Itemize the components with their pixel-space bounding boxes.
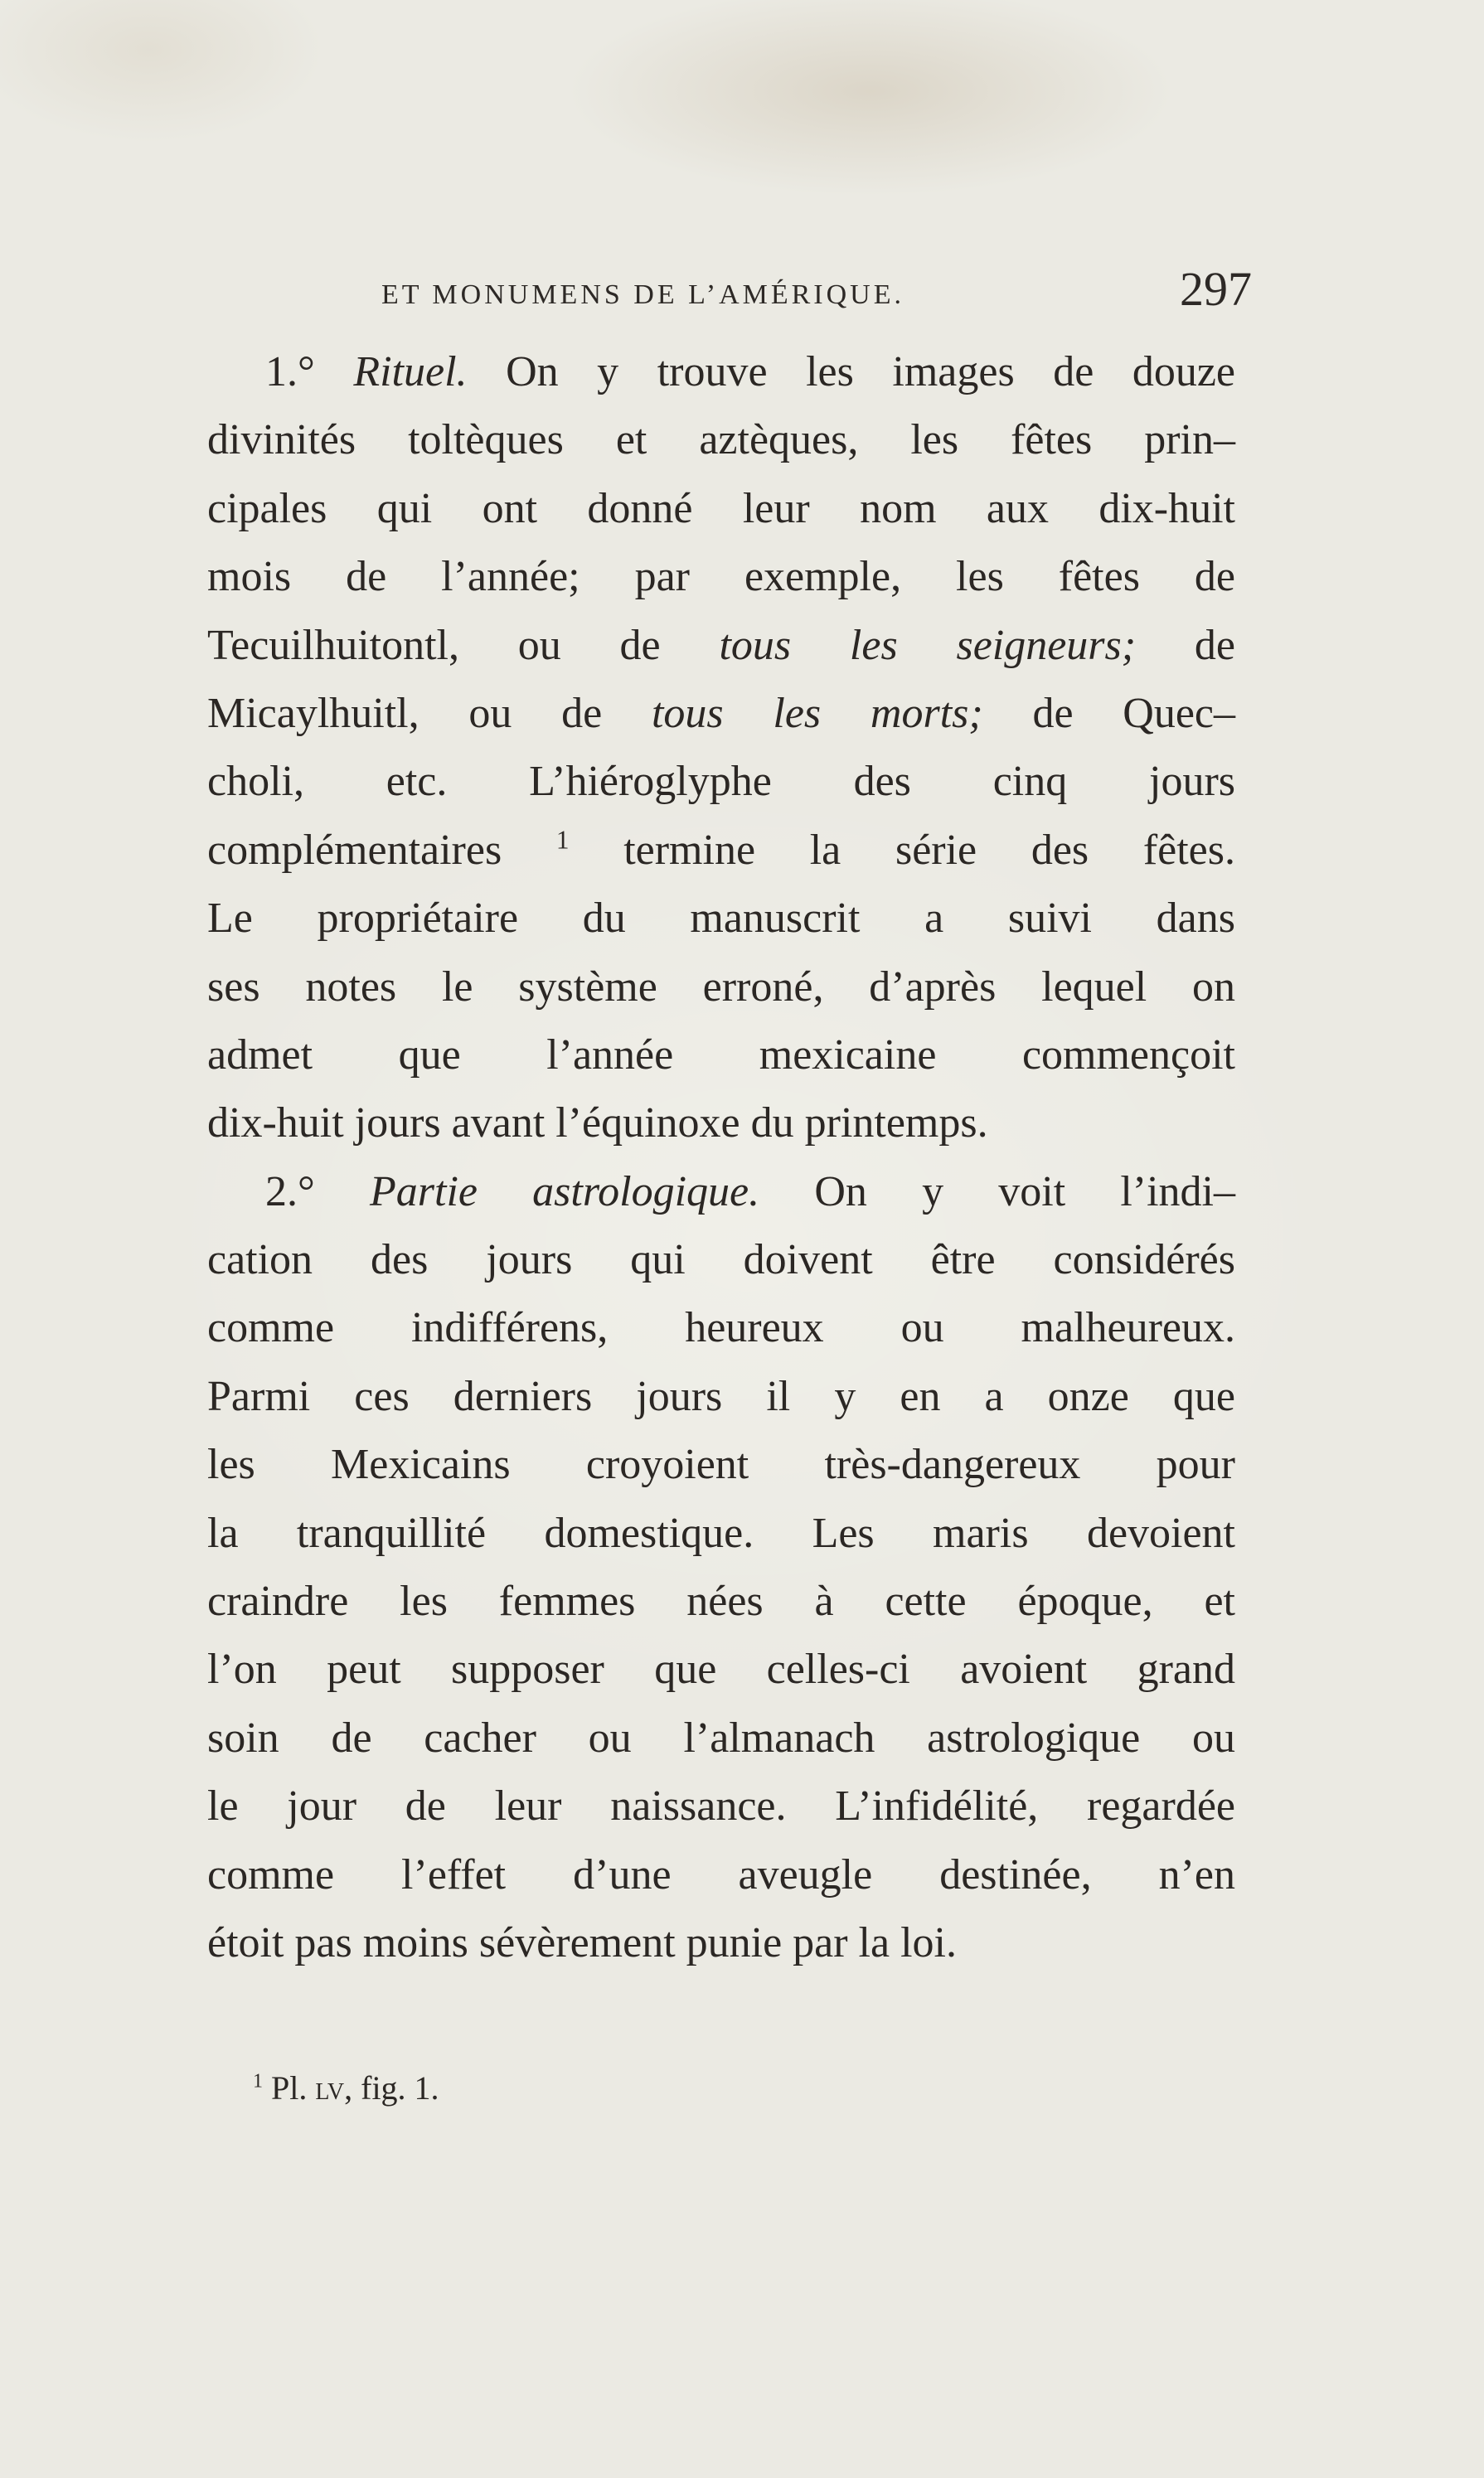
footnote-reference: 1	[555, 825, 570, 855]
text-line: mois de l’année; par exemple, les fêtes de	[207, 553, 1235, 601]
footnote-prefix: Pl.	[271, 2069, 316, 2107]
text-line: cipales qui ont donné leur nom aux dix-huit	[207, 484, 1235, 532]
text-line: divinités toltèques et aztèques, les fêtes prin–	[207, 416, 1235, 464]
line-text: On y trouve les images de douze	[467, 348, 1235, 395]
page-number: 297	[1180, 262, 1252, 316]
text-line: cation des jours qui doivent être considérés	[207, 1236, 1235, 1284]
text-line: comme l’effet d’une aveugle destinée, n’en	[207, 1850, 1235, 1899]
text-line: admet que l’année mexicaine commençoit	[207, 1030, 1235, 1079]
text-line: le jour de leur naissance. L’infidélité, regardée	[207, 1782, 1235, 1831]
text-line: dix-huit jours avant l’équinoxe du printemps.	[207, 1099, 988, 1147]
text-line: Parmi ces derniers jours il y en a onze que	[207, 1372, 1235, 1420]
italic-phrase: tous les morts;	[651, 689, 983, 737]
text-line: comme indifférens, heureux ou malheureux.	[207, 1304, 1235, 1352]
text-line: l’on peut supposer que celles-ci avoient grand	[207, 1646, 1235, 1694]
text-line	[207, 817, 1235, 885]
text-line: Le propriétaire du manuscrit a suivi dans	[207, 895, 1235, 943]
footnote-marker: 1	[253, 2070, 263, 2092]
line-text: de	[1136, 621, 1235, 669]
page-header	[207, 261, 1252, 327]
text-line	[207, 1158, 1235, 1226]
section-number: 2.°	[265, 1167, 315, 1215]
text-line: ses notes le système erroné, d’après lequel on	[207, 963, 1235, 1011]
section-title-astrologique: Partie astrologique.	[370, 1167, 760, 1215]
text-line	[207, 680, 1235, 748]
running-head: ET MONUMENS DE L’AMÉRIQUE.	[381, 279, 904, 310]
text-line: choli, etc. L’hiéroglyphe des cinq jours	[207, 758, 1235, 806]
text-line: les Mexicains croyoient très-dangereux pour	[207, 1441, 1235, 1489]
line-text: Tecuilhuitontl, ou de	[207, 621, 720, 669]
body-text	[207, 338, 1235, 1977]
line-text: On y voit l’indi–	[759, 1167, 1236, 1215]
footnote	[253, 2068, 439, 2107]
footnote-plate: lv	[315, 2069, 345, 2107]
text-line	[207, 612, 1235, 680]
section-number: 1.°	[265, 348, 315, 395]
line-text: complémentaires	[207, 826, 556, 874]
section-title-rituel: Rituel.	[353, 348, 468, 395]
footnote-suffix: , fig. 1.	[344, 2069, 439, 2107]
text-line	[207, 338, 1235, 406]
text-line: craindre les femmes nées à cette époque, et	[207, 1578, 1235, 1626]
text-line: étoit pas moins sévèrement punie par la loi.	[207, 1918, 957, 1966]
text-line: la tranquillité domestique. Les maris devoient	[207, 1509, 1235, 1557]
line-text: Micaylhuitl, ou de	[207, 689, 652, 737]
text-line: soin de cacher ou l’almanach astrologique ou	[207, 1714, 1235, 1762]
line-text: de Quec–	[982, 689, 1235, 737]
line-text: termine la série des fêtes.	[569, 826, 1235, 874]
italic-phrase: tous les seigneurs;	[719, 621, 1137, 669]
